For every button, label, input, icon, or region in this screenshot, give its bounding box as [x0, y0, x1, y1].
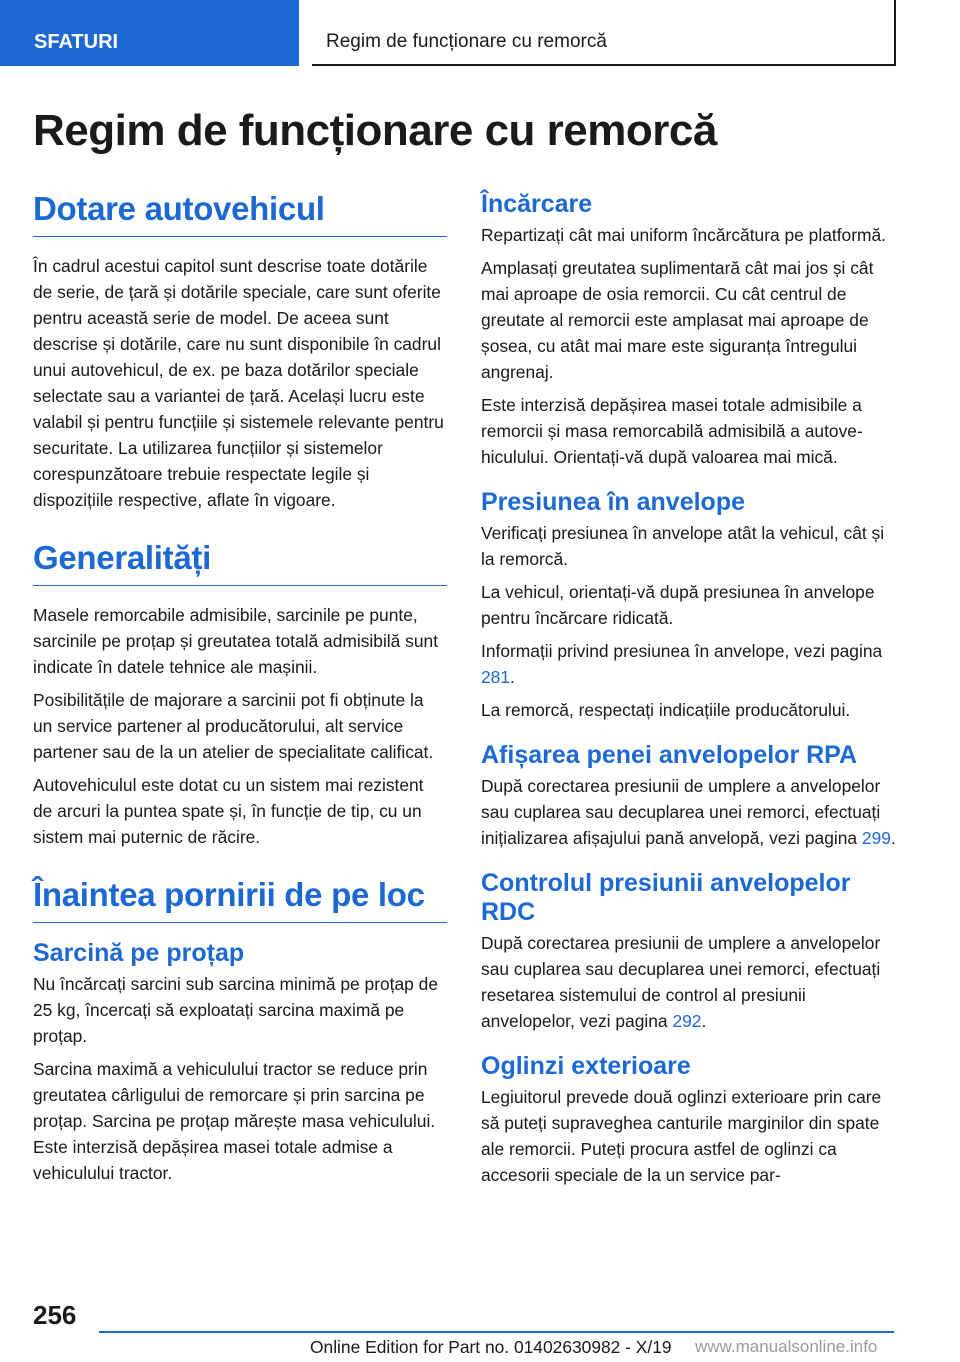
- section-tab[interactable]: SFATURI: [0, 0, 299, 66]
- page-number: 256: [33, 1300, 77, 1330]
- watermark-text: www.manualsonline.info: [695, 1337, 878, 1356]
- paragraph-incarcare-1: Repartizați cât mai uniform încărcătura pe platformă.: [481, 225, 886, 245]
- subheading-presiunea: Presiunea în anvelope: [481, 488, 745, 516]
- page-header: [0, 0, 960, 66]
- footer-divider: [99, 1331, 894, 1333]
- paragraph-sarcina-2: Sarcina maximă a vehiculului tractor se reduce prin greutatea cârligului de remorcare și prin sarcina pe proțap. Sarcina pe proțap mărește masa vehiculului. Este interzisă depășirea masei totale admise a vehiculului tractor.: [33, 1059, 436, 1183]
- subheading-rdc: Controlul presiunii anvelopelor RDC: [481, 869, 851, 926]
- paragraph-dotare: În cadrul acestui capitol sunt descrise toate dotările de serie, de țară și dotările speciale, care sunt oferite pentru această serie de model. De aceea sunt descrise și dotările, care nu sunt disponibile în cadrul unui autovehicul, de ex. pe baza dotărilor speciale selectate sau a variantei de țară. Același lucru este valabil și pentru funcțiile și sistemele relevante pentru securitate. La utilizarea funcțiilor și sistemelor corespunzătoare trebuie respectate legile și dispozițiile respective, aflate în vigoare.: [33, 256, 444, 510]
- heading-dotare: Dotare autovehicul: [33, 190, 447, 237]
- heading-inaintea: Înaintea pornirii de pe loc: [33, 876, 447, 923]
- page-link-281[interactable]: 281: [481, 667, 511, 687]
- subheading-sarcina: Sarcină pe proțap: [33, 939, 245, 967]
- edition-text: Online Edition for Part no. 01402630982 - X/19: [310, 1337, 672, 1357]
- paragraph-oglinzi: Legiuitorul prevede două oglinzi exterioare prin care să puteți supraveghea canturile marginilor din spate ale remorcii. Puteți procura astfel de oglinzi ca accesorii speciale de la un service par-: [481, 1087, 882, 1185]
- paragraph-incarcare-3: Este interzisă depășirea masei totale admisibile a remorcii și masa remorcabilă admisibilă a autovehiculului. Orientați-vă după valoarea mai mică.: [481, 395, 863, 467]
- subheading-rpa: Afișarea penei anvelopelor RPA: [481, 741, 858, 769]
- paragraph-generalitati-1: Masele remorcabile admisibile, sarcinile pe punte, sarcinile pe proțap și greutatea totală admisibilă sunt indicate în datele tehnice ale mașinii.: [33, 605, 439, 677]
- page-link-292[interactable]: 292: [672, 1011, 702, 1031]
- heading-generalitati: Generalități: [33, 539, 447, 586]
- paragraph-rdc: După corectarea presiunii de umplere a anvelopelor sau cuplarea sau decuplarea unei remorci, efectuați resetarea sistemului de control al presiunii anvelopelor, vezi pagina 292.: [481, 933, 881, 1031]
- subheading-oglinzi: Oglinzi exterioare: [481, 1052, 691, 1080]
- paragraph-presiunea-1: Verificați presiunea în anvelope atât la vehicul, cât și la remorcă.: [481, 523, 885, 569]
- paragraph-incarcare-2: Amplasați greutatea suplimentară cât mai jos și cât mai aproape de osia remorcii. Cu cât centrul de greutate al remorcii este amplasat mai aproape de șosea, cu atât mai mare este siguranța întregului angrenaj.: [481, 258, 874, 382]
- paragraph-rpa: După corectarea presiunii de umplere a anvelopelor sau cuplarea sau decuplarea unei remorci, efectuați inițializarea afișajului pană anvelopă, vezi pagina 299.: [481, 776, 896, 848]
- paragraph-presiunea-3: Informații privind presiunea în anvelope, vezi pagina 281.: [481, 641, 883, 687]
- paragraph-generalitati-2: Posibilitățile de majorare a sarcinii pot fi obținute la un service partener al producătorului, alt service partener sau de la un atelier de specialitate calificat.: [33, 690, 434, 762]
- page-title: Regim de funcționare cu remorcă: [33, 106, 717, 155]
- paragraph-presiunea-2: La vehicul, orientați-vă după presiunea în anvelope pentru încărcare ridicată.: [481, 582, 875, 628]
- subheading-incarcare: Încărcare: [481, 190, 593, 218]
- chapter-title: Regim de funcționare cu remorcă: [312, 0, 896, 66]
- left-column: [33, 190, 447, 1193]
- paragraph-sarcina-1: Nu încărcați sarcini sub sarcina minimă pe proțap de 25 kg, încercați să exploatați sarcina maximă pe proțap.: [33, 974, 439, 1046]
- paragraph-presiunea-4: La remorcă, respectați indicațiile producătorului.: [481, 700, 851, 720]
- right-column: [481, 190, 897, 1195]
- page-link-299[interactable]: 299: [861, 828, 891, 848]
- paragraph-generalitati-3: Autovehiculul este dotat cu un sistem mai rezistent de arcuri la puntea spate și, în funcție de tip, cu un sistem mai puternic de răcire.: [33, 775, 424, 847]
